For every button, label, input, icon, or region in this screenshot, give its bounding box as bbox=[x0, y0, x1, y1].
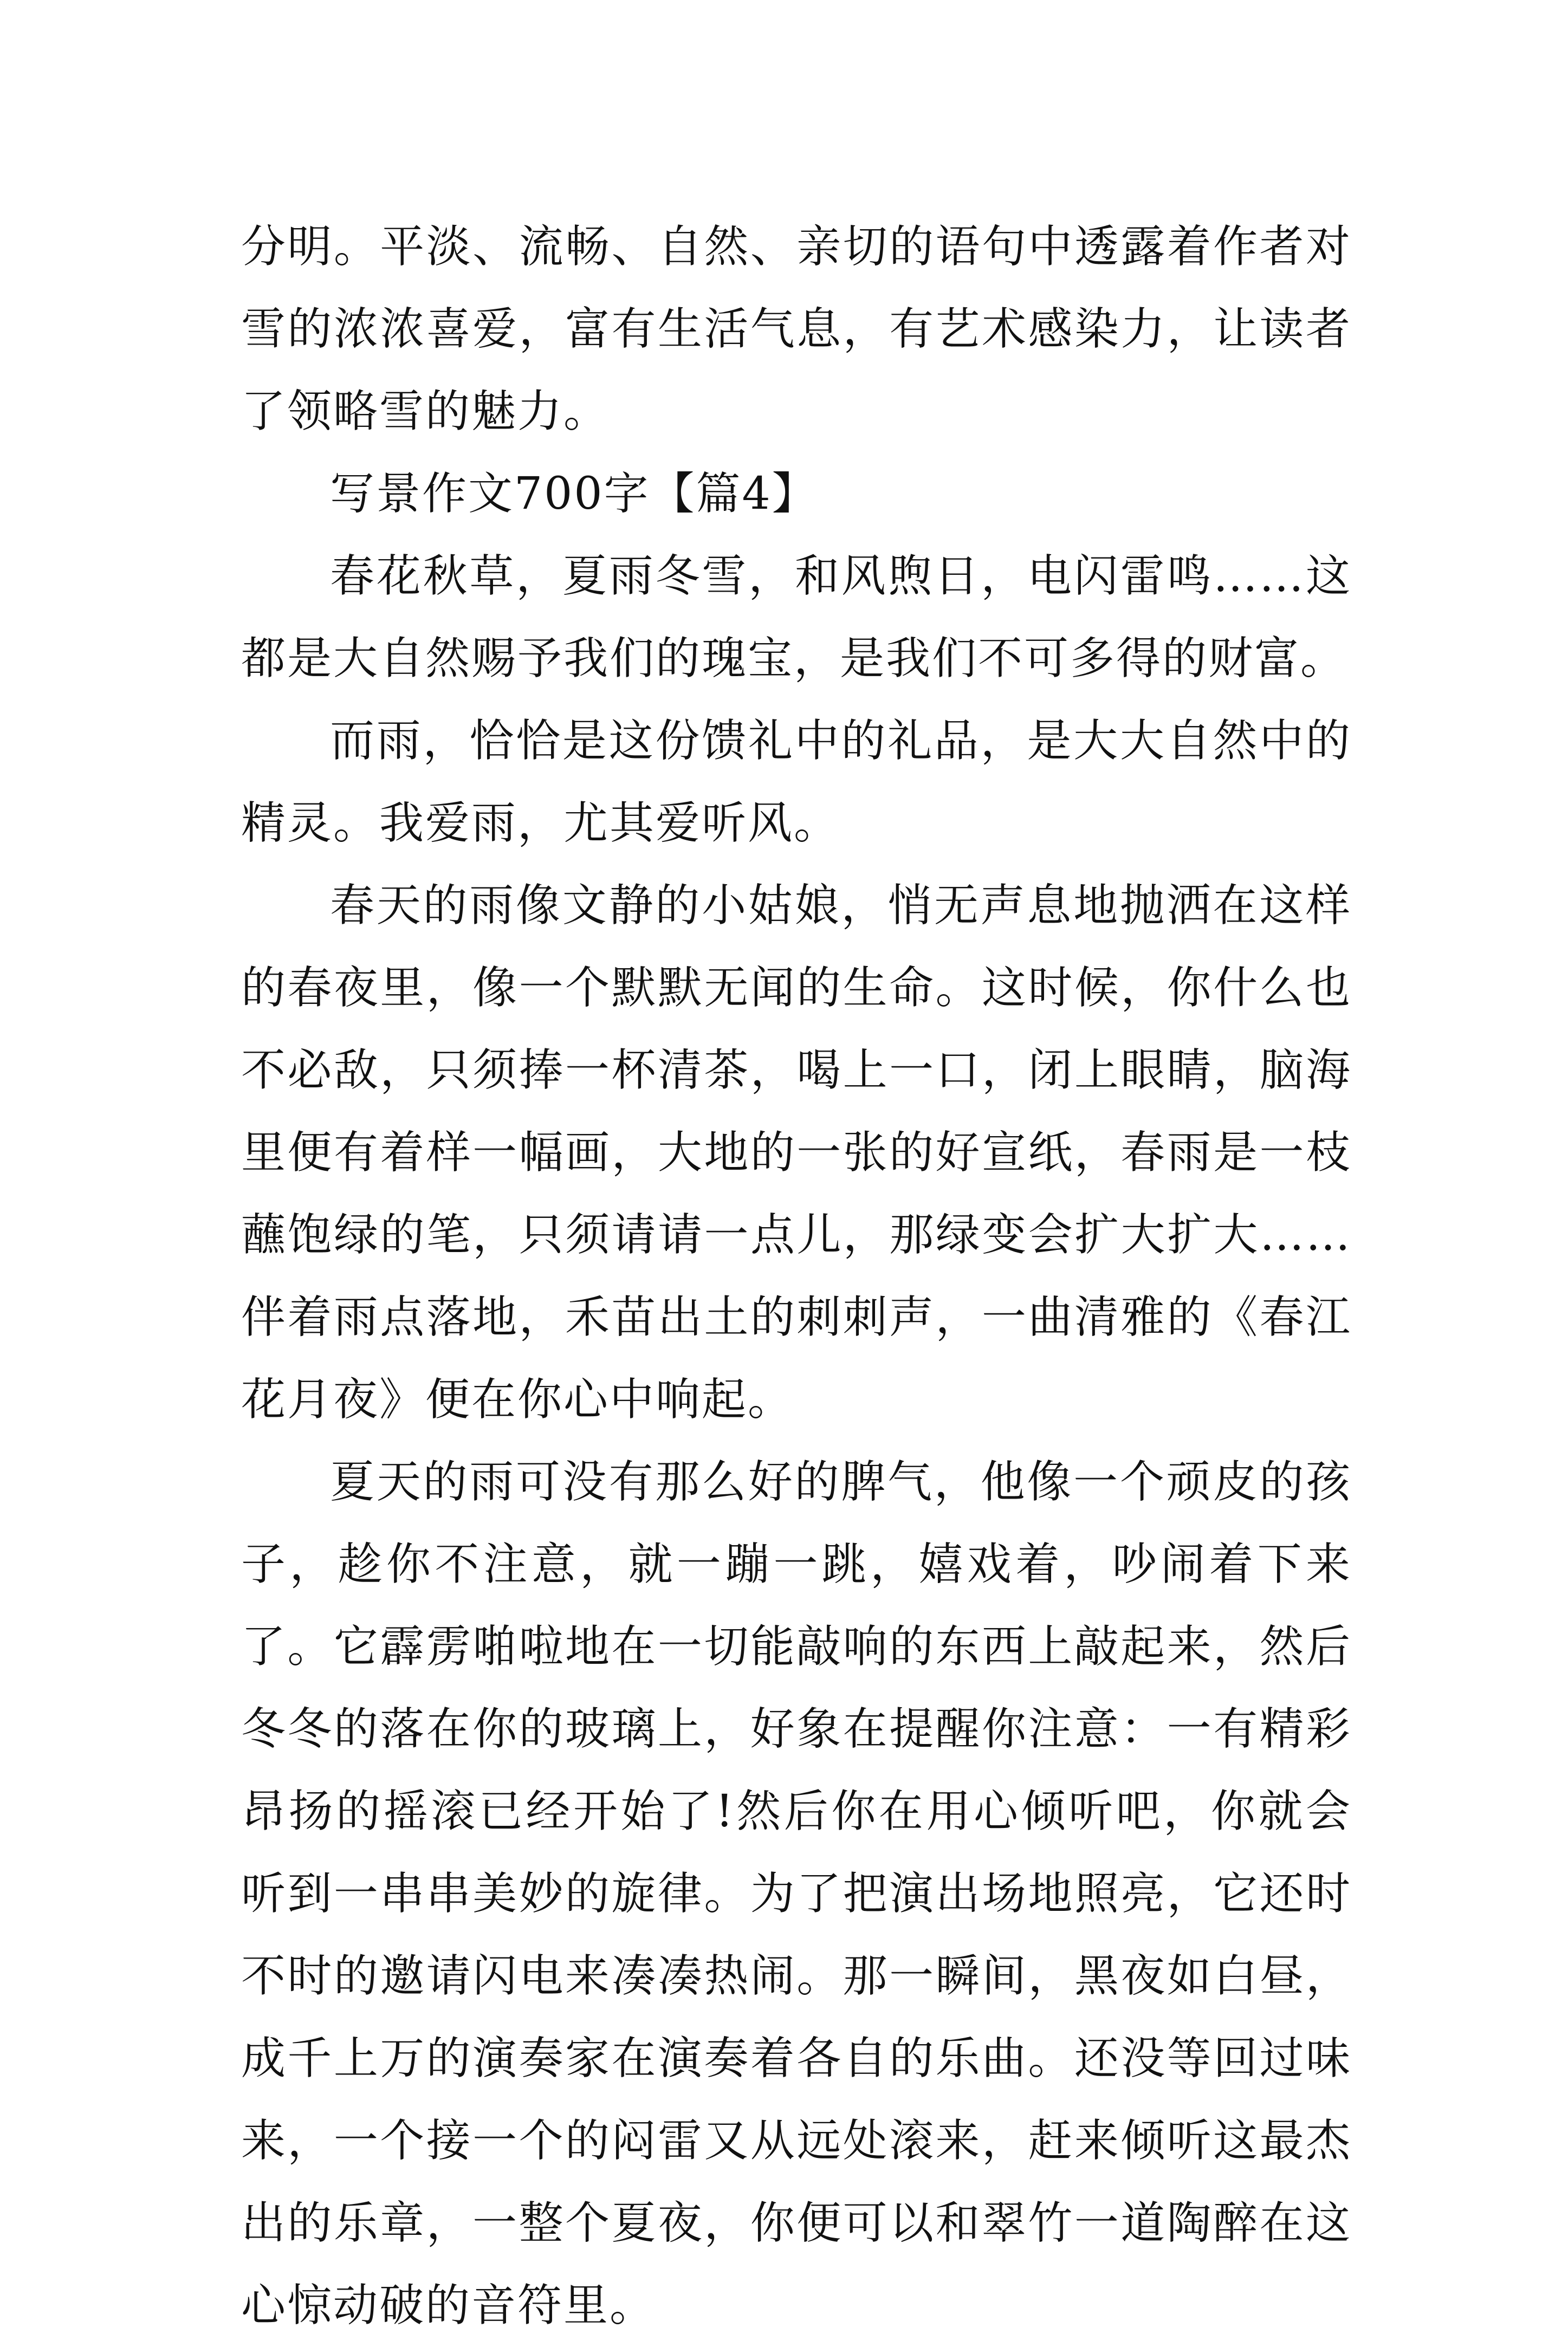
paragraph-rain: 而雨，恰恰是这份馈礼中的礼品，是大大自然中的精灵。我爱雨，尤其爱听风。 bbox=[241, 715, 1352, 849]
paragraph-continuation: 分明。平淡、流畅、自然、亲切的语句中透露着作者对雪的浓浓喜爱，富有生活气息，有艺术感染力，让读者了领略雪的魅力。 bbox=[241, 221, 1352, 437]
section-heading: 写景作文700字【篇4】 bbox=[330, 468, 818, 520]
document-body bbox=[241, 206, 1352, 2347]
paragraph-summer-rain: 夏天的雨可没有那么好的脾气，他像一个顽皮的孩子，趁你不注意，就一蹦一跳，嬉戏着，吵闹着下来了。它霹雳啪啦地在一切能敲响的东西上敲起来，然后冬冬的落在你的玻璃上，好象在提醒你注意：一有精彩昂扬的摇滚已经开始了!然后你在用心倾听吧，你就会听到一串串美妙的旋律。为了把演出场地照亮，它还时不时的邀请闪电来凑凑热闹。那一瞬间，黑夜如白昼，成千上万的演奏家在演奏着各自的乐曲。还没等回过味来，一个接一个的闷雷又从远处滚来，赶来倾听这最杰出的乐章，一整个夏夜，你便可以和翠竹一道陶醉在这心惊动破的音符里。 bbox=[241, 1456, 1352, 2331]
paragraph-spring-rain: 春天的雨像文静的小姑娘，悄无声息地抛洒在这样的春夜里，像一个默默无闻的生命。这时候，你什么也不必敌，只须捧一杯清茶，喝上一口，闭上眼睛，脑海里便有着样一幅画，大地的一张的好宣纸，春雨是一枝蘸饱绿的笔，只须请请一点儿，那绿变会扩大扩大……伴着雨点落地，禾苗出土的刺刺声，一曲清雅的《春江花月夜》便在你心中响起。 bbox=[241, 880, 1352, 1425]
paragraph-intro: 春花秋草，夏雨冬雪，和风煦日，电闪雷鸣……这都是大自然赐予我们的瑰宝，是我们不可多得的财富。 bbox=[241, 550, 1352, 684]
